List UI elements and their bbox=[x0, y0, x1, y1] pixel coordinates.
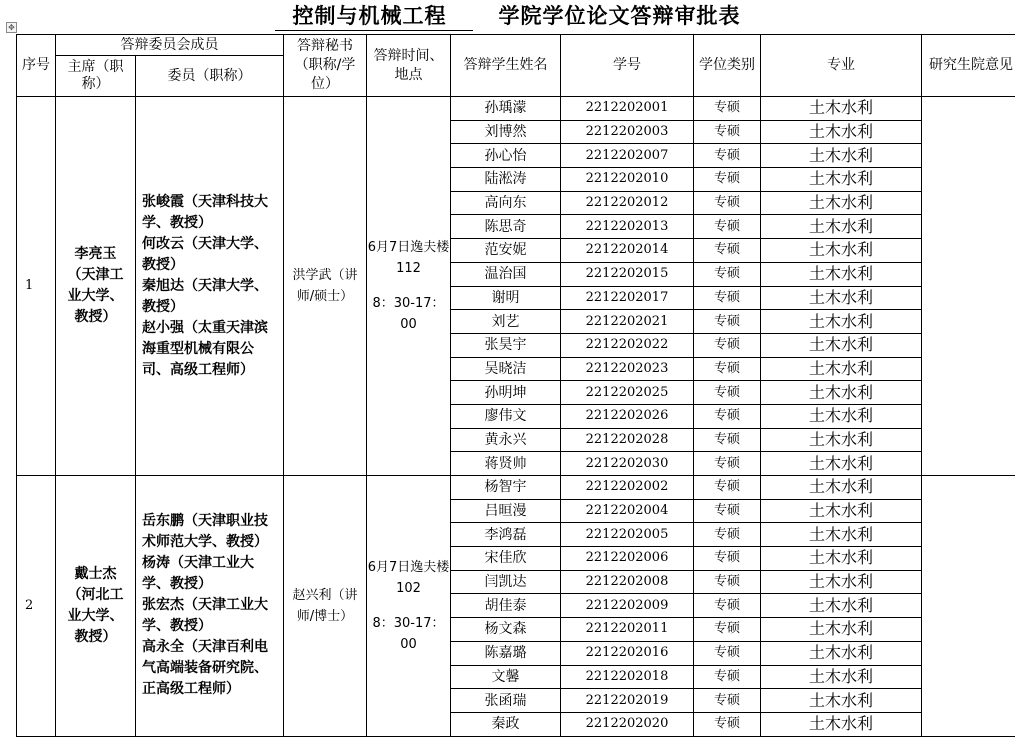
student-major: 土木水利 bbox=[761, 333, 922, 357]
header-member: 委员（职称） bbox=[136, 56, 284, 97]
degree-type: 专硕 bbox=[694, 641, 761, 665]
student-id: 2212202018 bbox=[561, 665, 694, 689]
header-opinion: 研究生院意见 bbox=[922, 35, 1015, 97]
degree-type: 专硕 bbox=[694, 618, 761, 642]
student-major: 土木水利 bbox=[761, 239, 922, 263]
student-id: 2212202005 bbox=[561, 523, 694, 547]
title-college: 控制与机械工程 bbox=[275, 2, 473, 31]
student-major: 土木水利 bbox=[761, 97, 922, 121]
header-student-name: 答辩学生姓名 bbox=[451, 35, 561, 97]
degree-type: 专硕 bbox=[694, 215, 761, 239]
degree-type: 专硕 bbox=[694, 333, 761, 357]
student-name: 孙明坤 bbox=[451, 381, 561, 405]
student-name: 杨智宇 bbox=[451, 476, 561, 500]
degree-type: 专硕 bbox=[694, 570, 761, 594]
student-id: 2212202009 bbox=[561, 594, 694, 618]
student-id: 2212202001 bbox=[561, 97, 694, 121]
student-name: 吕晅漫 bbox=[451, 499, 561, 523]
student-name: 高向东 bbox=[451, 191, 561, 215]
student-major: 土木水利 bbox=[761, 570, 922, 594]
group-secretary: 洪学武（讲师/硕士） bbox=[284, 97, 367, 476]
student-id: 2212202002 bbox=[561, 476, 694, 500]
student-name: 李鸿磊 bbox=[451, 523, 561, 547]
student-name: 范安妮 bbox=[451, 239, 561, 263]
degree-type: 专硕 bbox=[694, 381, 761, 405]
student-major: 土木水利 bbox=[761, 594, 922, 618]
defense-time: 8：30-17：00 bbox=[372, 296, 445, 332]
committee-member: 秦旭达（天津大学、教授） bbox=[142, 277, 268, 315]
degree-type: 专硕 bbox=[694, 523, 761, 547]
degree-type: 专硕 bbox=[694, 594, 761, 618]
degree-type: 专硕 bbox=[694, 428, 761, 452]
student-id: 2212202015 bbox=[561, 262, 694, 286]
student-id: 2212202010 bbox=[561, 168, 694, 192]
student-id: 2212202026 bbox=[561, 404, 694, 428]
student-name: 谢明 bbox=[451, 286, 561, 310]
student-major: 土木水利 bbox=[761, 712, 922, 736]
group-members bbox=[136, 476, 284, 737]
student-major: 土木水利 bbox=[761, 310, 922, 334]
degree-type: 专硕 bbox=[694, 310, 761, 334]
student-id: 2212202012 bbox=[561, 191, 694, 215]
degree-type: 专硕 bbox=[694, 665, 761, 689]
committee-member: 高永全（天津百利电气高端装备研究院、正高级工程师） bbox=[142, 639, 268, 698]
student-name: 文馨 bbox=[451, 665, 561, 689]
committee-member: 赵小强（太重天津滨海重型机械有限公司、高级工程师） bbox=[142, 319, 268, 378]
student-major: 土木水利 bbox=[761, 357, 922, 381]
student-major: 土木水利 bbox=[761, 547, 922, 571]
degree-type: 专硕 bbox=[694, 547, 761, 571]
title-rest: 学院学位论文答辩审批表 bbox=[498, 3, 741, 28]
header-secretary: 答辩秘书（职称/学位） bbox=[284, 35, 367, 97]
header-seq: 序号 bbox=[17, 35, 56, 97]
student-id: 2212202022 bbox=[561, 333, 694, 357]
student-id: 2212202017 bbox=[561, 286, 694, 310]
student-id: 2212202004 bbox=[561, 499, 694, 523]
student-id: 2212202007 bbox=[561, 144, 694, 168]
header-time-place: 答辩时间、地点 bbox=[367, 35, 451, 97]
student-name: 张昊宇 bbox=[451, 333, 561, 357]
student-major: 土木水利 bbox=[761, 168, 922, 192]
degree-type: 专硕 bbox=[694, 97, 761, 121]
degree-type: 专硕 bbox=[694, 168, 761, 192]
degree-type: 专硕 bbox=[694, 191, 761, 215]
degree-type: 专硕 bbox=[694, 689, 761, 713]
student-id: 2212202013 bbox=[561, 215, 694, 239]
student-id: 2212202025 bbox=[561, 381, 694, 405]
degree-type: 专硕 bbox=[694, 286, 761, 310]
header-major: 专业 bbox=[761, 35, 922, 97]
committee-member: 张峻霞（天津科技大学、教授） bbox=[142, 193, 268, 231]
student-name: 胡佳泰 bbox=[451, 594, 561, 618]
student-major: 土木水利 bbox=[761, 191, 922, 215]
student-id: 2212202019 bbox=[561, 689, 694, 713]
student-id: 2212202014 bbox=[561, 239, 694, 263]
student-name: 陆淞涛 bbox=[451, 168, 561, 192]
table-row bbox=[17, 476, 1015, 500]
student-name: 吴晓洁 bbox=[451, 357, 561, 381]
graduate-school-opinion bbox=[922, 476, 1015, 737]
header-committee: 答辩委员会成员 bbox=[56, 35, 284, 56]
student-name: 蒋贤帅 bbox=[451, 452, 561, 476]
group-chair: 李亮玉（天津工业大学、教授） bbox=[56, 97, 136, 476]
student-major: 土木水利 bbox=[761, 476, 922, 500]
student-name: 秦政 bbox=[451, 712, 561, 736]
student-major: 土木水利 bbox=[761, 665, 922, 689]
group-members bbox=[136, 97, 284, 476]
group-seq: 2 bbox=[17, 476, 56, 737]
student-major: 土木水利 bbox=[761, 618, 922, 642]
defense-time: 8：30-17：00 bbox=[372, 615, 445, 652]
student-name: 廖伟文 bbox=[451, 404, 561, 428]
student-id: 2212202028 bbox=[561, 428, 694, 452]
student-name: 黄永兴 bbox=[451, 428, 561, 452]
header-chair: 主席（职称） bbox=[56, 56, 136, 97]
committee-member: 张宏杰（天津工业大学、教授） bbox=[142, 597, 268, 635]
committee-member: 岳东鹏（天津职业技术师范大学、教授） bbox=[142, 513, 268, 551]
degree-type: 专硕 bbox=[694, 144, 761, 168]
student-major: 土木水利 bbox=[761, 641, 922, 665]
student-id: 2212202021 bbox=[561, 310, 694, 334]
student-major: 土木水利 bbox=[761, 286, 922, 310]
graduate-school-opinion bbox=[922, 97, 1015, 476]
defense-date-place: 6月7日逸夫楼102 bbox=[367, 559, 450, 596]
header-student-id: 学号 bbox=[561, 35, 694, 97]
committee-member: 杨涛（天津工业大学、教授） bbox=[142, 555, 254, 593]
header-degree-type: 学位类别 bbox=[694, 35, 761, 97]
student-major: 土木水利 bbox=[761, 262, 922, 286]
degree-type: 专硕 bbox=[694, 120, 761, 144]
student-name: 孙心怡 bbox=[451, 144, 561, 168]
student-major: 土木水利 bbox=[761, 452, 922, 476]
student-name: 刘博然 bbox=[451, 120, 561, 144]
group-seq: 1 bbox=[17, 97, 56, 476]
group-time-place bbox=[367, 476, 451, 737]
table-move-handle-icon[interactable]: ✥ bbox=[6, 22, 17, 33]
student-major: 土木水利 bbox=[761, 404, 922, 428]
student-id: 2212202023 bbox=[561, 357, 694, 381]
degree-type: 专硕 bbox=[694, 357, 761, 381]
degree-type: 专硕 bbox=[694, 239, 761, 263]
student-name: 陈思奇 bbox=[451, 215, 561, 239]
student-major: 土木水利 bbox=[761, 428, 922, 452]
student-name: 陈嘉璐 bbox=[451, 641, 561, 665]
student-id: 2212202003 bbox=[561, 120, 694, 144]
student-major: 土木水利 bbox=[761, 523, 922, 547]
student-id: 2212202011 bbox=[561, 618, 694, 642]
student-name: 张函瑞 bbox=[451, 689, 561, 713]
student-id: 2212202016 bbox=[561, 641, 694, 665]
student-major: 土木水利 bbox=[761, 381, 922, 405]
degree-type: 专硕 bbox=[694, 262, 761, 286]
student-major: 土木水利 bbox=[761, 144, 922, 168]
degree-type: 专硕 bbox=[694, 499, 761, 523]
page-title bbox=[0, 2, 1015, 32]
student-name: 宋佳欣 bbox=[451, 547, 561, 571]
student-id: 2212202030 bbox=[561, 452, 694, 476]
group-chair: 戴士杰（河北工业大学、教授） bbox=[56, 476, 136, 737]
student-name: 孙瑀濛 bbox=[451, 97, 561, 121]
student-name: 温治国 bbox=[451, 262, 561, 286]
student-id: 2212202006 bbox=[561, 547, 694, 571]
defense-date-place: 6月7日逸夫楼112 bbox=[367, 240, 450, 276]
student-major: 土木水利 bbox=[761, 499, 922, 523]
student-name: 闫凯达 bbox=[451, 570, 561, 594]
student-name: 杨文森 bbox=[451, 618, 561, 642]
committee-member: 何改云（天津大学、教授） bbox=[142, 235, 268, 273]
degree-type: 专硕 bbox=[694, 712, 761, 736]
student-major: 土木水利 bbox=[761, 120, 922, 144]
degree-type: 专硕 bbox=[694, 452, 761, 476]
student-major: 土木水利 bbox=[761, 689, 922, 713]
group-secretary: 赵兴利（讲师/博士） bbox=[284, 476, 367, 737]
group-time-place bbox=[367, 97, 451, 476]
degree-type: 专硕 bbox=[694, 476, 761, 500]
degree-type: 专硕 bbox=[694, 404, 761, 428]
student-id: 2212202008 bbox=[561, 570, 694, 594]
approval-table bbox=[16, 34, 1015, 737]
table-row bbox=[17, 97, 1015, 121]
student-major: 土木水利 bbox=[761, 215, 922, 239]
student-id: 2212202020 bbox=[561, 712, 694, 736]
student-name: 刘艺 bbox=[451, 310, 561, 334]
